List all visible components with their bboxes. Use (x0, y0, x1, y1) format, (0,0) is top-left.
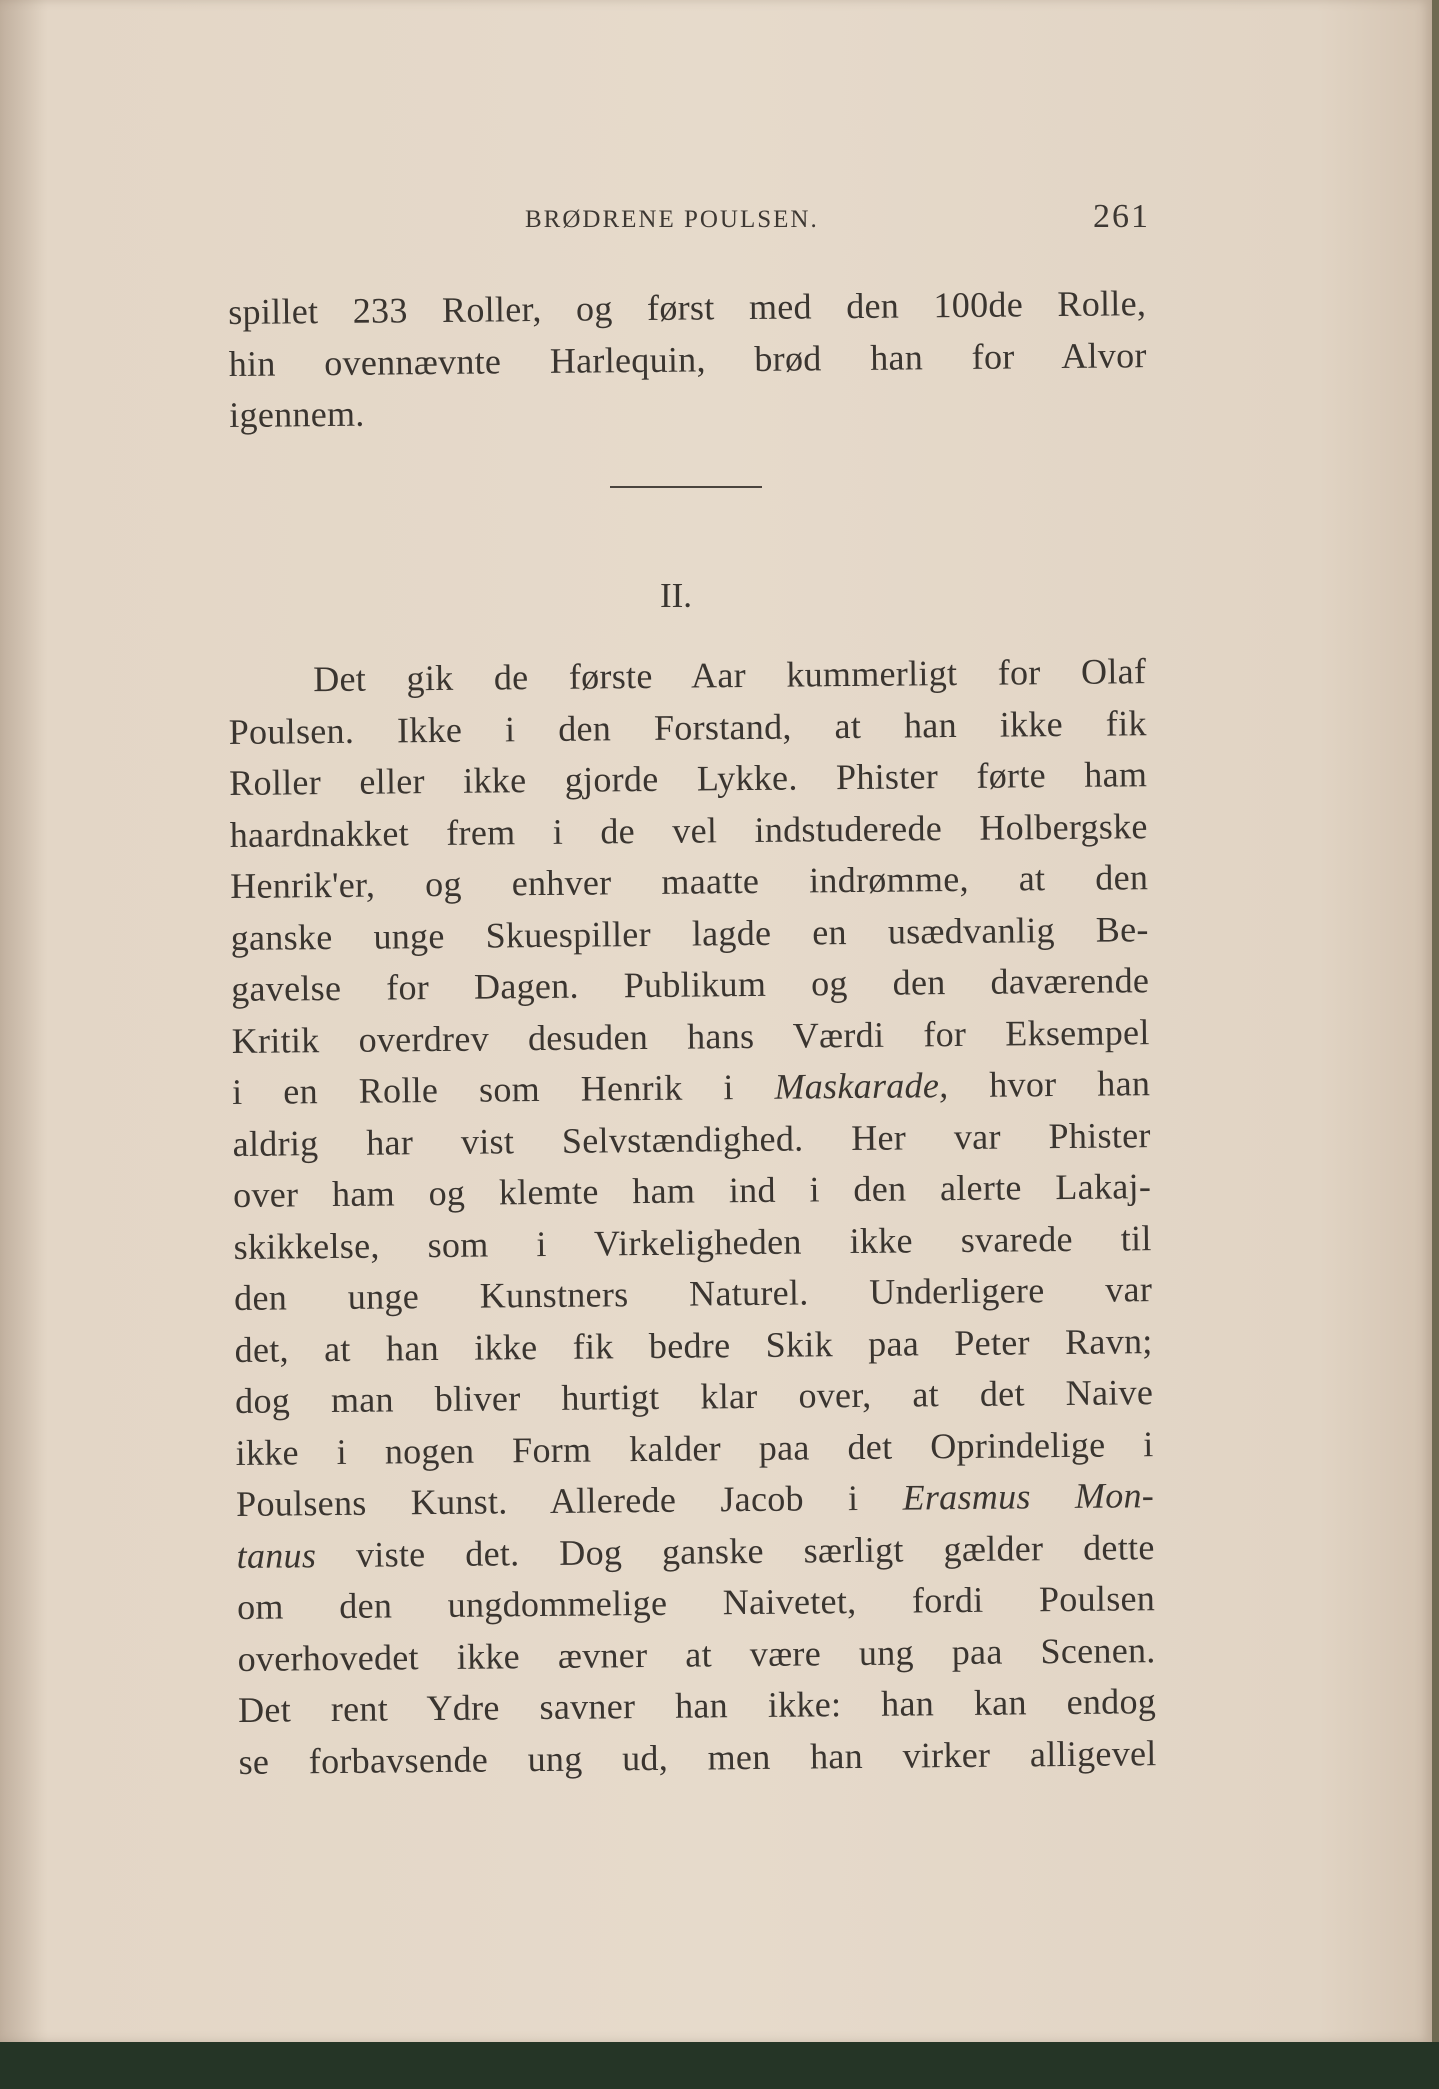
page-number: 261 (1093, 198, 1150, 235)
text-line: Det rent Ydre savner han ikke: han kan endog (237, 1681, 1157, 1730)
page-header (230, 198, 1150, 248)
text-line: ikke i nogen Form kalder paa det Oprindelige i (235, 1423, 1154, 1473)
gutter-shadow (0, 0, 48, 2042)
section-divider (610, 486, 762, 488)
italic-title: Maskarade, (774, 1065, 949, 1107)
text-line: om den ungdommelige Naivetet, fordi Poulsen (236, 1578, 1156, 1627)
text-line: Det gik de første Aar kummerligt for Olaf (313, 651, 1147, 700)
book-cover-bottom (0, 2042, 1439, 2089)
text-line-maskarade (232, 1058, 1150, 1118)
text-line: Roller eller ikke gjorde Lykke. Phister førte ham (229, 754, 1148, 803)
text-line: gavelse for Dagen. Publikum og den daværende (231, 960, 1150, 1009)
text-line-montanus (236, 1522, 1154, 1582)
text-line: det, at han ikke fik bedre Skik paa Peter Ravn; (234, 1320, 1153, 1370)
text-segment: hvor han (948, 1063, 1151, 1106)
text-line: spillet 233 Roller, og først med den 100de Rolle, (228, 283, 1147, 332)
running-title: BRØDRENE POULSEN. (525, 206, 819, 233)
section-number: II. (660, 576, 693, 615)
text-line: haardnakket frem i de vel indstuderede Holbergske (229, 805, 1148, 855)
text-line: ganske unge Skuespiller lagde en usædvanlig Be- (230, 908, 1149, 958)
body-paragraph (228, 646, 1157, 1788)
italic-title: Erasmus Mon- (902, 1475, 1155, 1518)
book-cover-edge (1432, 0, 1439, 2089)
text-segment: Poulsens Kunst. Allerede Jacob i (235, 1477, 903, 1524)
text-line-erasmus (236, 1470, 1154, 1530)
text-line: aldrig har vist Selvstændighed. Her var Phister (232, 1114, 1151, 1164)
text-line: skikkelse, som i Virkeligheden ikke svarede til (233, 1217, 1152, 1267)
italic-title: tanus (236, 1534, 317, 1576)
text-segment: i en Rolle som Henrik i (232, 1066, 775, 1112)
text-line: den unge Kunstners Naturel. Underligere var (233, 1269, 1153, 1318)
text-line: igennem. (229, 393, 365, 435)
text-line: overhovedet ikke ævner at være ung paa Scenen. (237, 1629, 1156, 1679)
text-line: hin ovennævnte Harlequin, brød han for Alvor (228, 334, 1147, 384)
text-line: Henrik'er, og enhver maatte indrømme, at den (230, 857, 1149, 906)
intro-paragraph (228, 278, 1147, 441)
text-line: dog man bliver hurtigt klar over, at det Naive (234, 1372, 1154, 1421)
text-line: Kritik overdrev desuden hans Værdi for Eksempel (231, 1011, 1150, 1061)
text-line: over ham og klemte ham ind i den alerte Lakaj- (232, 1166, 1152, 1215)
text-segment: viste det. Dog ganske særligt gælder dette (315, 1526, 1155, 1575)
text-line: se forbavsende ung ud, men han virker alligevel (238, 1732, 1157, 1782)
text-line: Poulsen. Ikke i den Forstand, at han ikke fik (228, 702, 1147, 752)
